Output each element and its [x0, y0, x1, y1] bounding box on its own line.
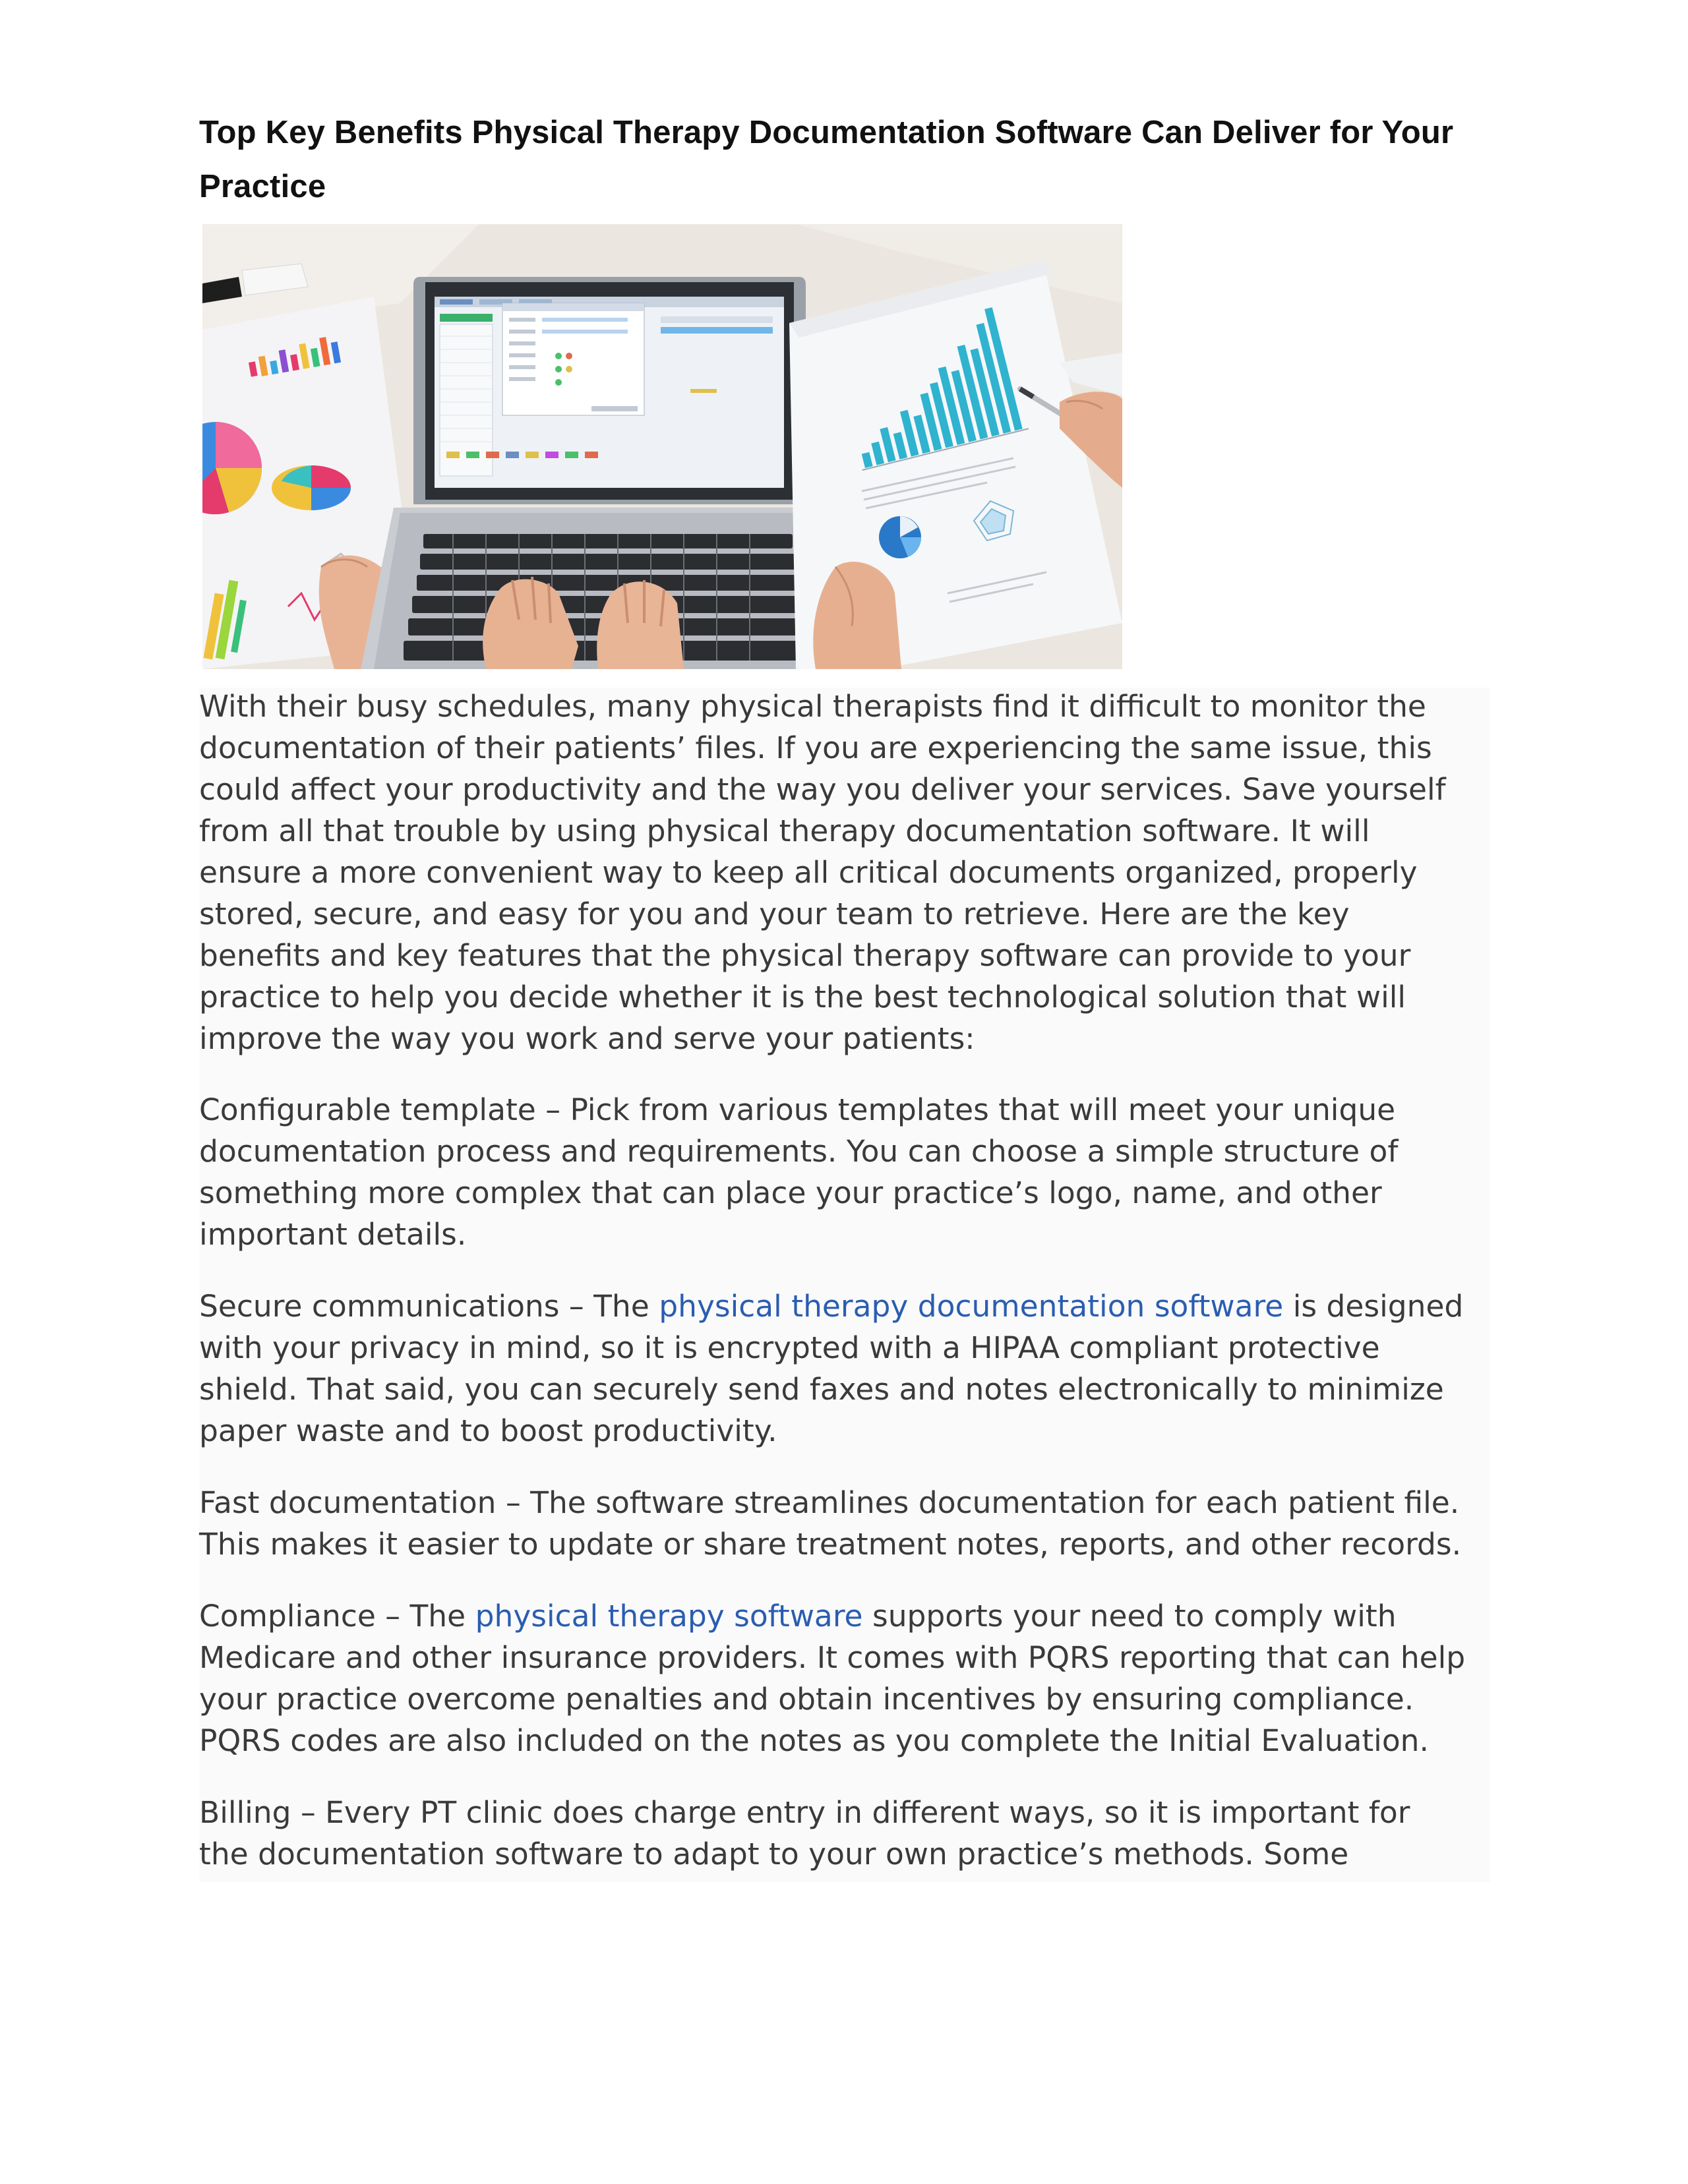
intro-paragraph [199, 686, 1490, 1059]
configurable-line: documentation process and requirements. You can choose a simple structure of [199, 1134, 1399, 1169]
laptop-charts-illustration [202, 224, 1122, 669]
title-line-2: Practice [199, 169, 326, 204]
hero-image [202, 224, 1122, 669]
configurable-line: important details. [199, 1217, 467, 1252]
secure-line-first [199, 1285, 1490, 1327]
intro-line: improve the way you work and serve your patients: [199, 1021, 975, 1056]
compliance-paragraph [199, 1595, 1490, 1761]
fast-line: This makes it easier to update or share treatment notes, reports, and other records. [199, 1527, 1462, 1562]
compliance-line: your practice overcome penalties and obtain incentives by ensuring compliance. [199, 1682, 1414, 1717]
fast-documentation-paragraph [199, 1482, 1490, 1565]
intro-line: benefits and key features that the physical therapy software can provide to your [199, 938, 1411, 973]
page-title [199, 105, 1511, 214]
laptop-icon [361, 277, 849, 669]
configurable-template-paragraph [199, 1089, 1490, 1255]
intro-line: ensure a more convenient way to keep all critical documents organized, properly [199, 855, 1418, 890]
compliance-line: PQRS codes are also included on the notes as you complete the Initial Evaluation. [199, 1723, 1429, 1758]
pt-documentation-software-link[interactable]: physical therapy documentation software [659, 1289, 1284, 1324]
intro-line: from all that trouble by using physical therapy documentation software. It will [199, 813, 1370, 848]
compliance-prefix: Compliance – The [199, 1599, 475, 1634]
title-line-1: Top Key Benefits Physical Therapy Documentation Software Can Deliver for Your [199, 115, 1454, 150]
secure-suffix: is designed [1283, 1289, 1464, 1324]
secure-communications-paragraph [199, 1285, 1490, 1452]
intro-line: documentation of their patients’ files. If you are experiencing the same issue, this [199, 730, 1432, 765]
configurable-line: something more complex that can place your practice’s logo, name, and other [199, 1175, 1382, 1210]
fast-line: Fast documentation – The software streamlines documentation for each patient file. [199, 1485, 1460, 1520]
compliance-line-first [199, 1595, 1490, 1637]
intro-line: stored, secure, and easy for you and your team to retrieve. Here are the key [199, 897, 1350, 931]
secure-prefix: Secure communications – The [199, 1289, 659, 1324]
configurable-line: Configurable template – Pick from various templates that will meet your unique [199, 1092, 1396, 1127]
intro-line: could affect your productivity and the way you deliver your services. Save yourself [199, 772, 1446, 807]
compliance-line: Medicare and other insurance providers. It comes with PQRS reporting that can help [199, 1640, 1466, 1675]
billing-paragraph [199, 1792, 1490, 1875]
billing-line: the documentation software to adapt to your own practice’s methods. Some [199, 1837, 1349, 1872]
pt-software-link[interactable]: physical therapy software [475, 1599, 863, 1634]
intro-line: With their busy schedules, many physical therapists find it difficult to monitor the [199, 689, 1426, 724]
secure-line: shield. That said, you can securely send faxes and notes electronically to minimize [199, 1372, 1444, 1407]
intro-line: practice to help you decide whether it is the best technological solution that will [199, 980, 1406, 1015]
compliance-suffix: supports your need to comply with [862, 1599, 1397, 1634]
secure-line: paper waste and to boost productivity. [199, 1413, 777, 1448]
secure-line: with your privacy in mind, so it is encrypted with a HIPAA compliant protective [199, 1330, 1380, 1365]
billing-line: Billing – Every PT clinic does charge entry in different ways, so it is important for [199, 1795, 1410, 1830]
